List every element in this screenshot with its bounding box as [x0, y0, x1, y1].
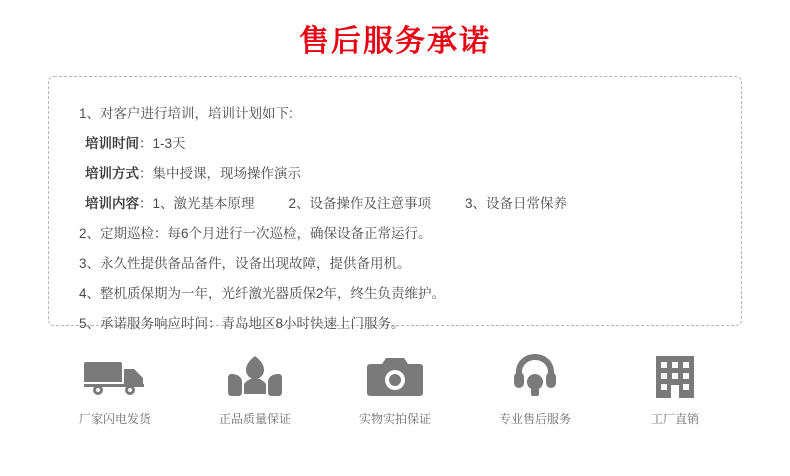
feature-item-service	[487, 350, 583, 427]
training-content-part-2: 2、设备操作及注意事项	[288, 196, 432, 211]
feature-label-real-photo: 实物实拍保证	[358, 412, 431, 426]
feature-icons-row	[0, 350, 790, 427]
factory-icon	[627, 350, 723, 398]
training-content-part-3: 3、设备日常保养	[465, 196, 568, 211]
training-time-value: 1-3天	[152, 136, 186, 151]
headset-icon	[487, 350, 583, 398]
colon-3: ：	[139, 196, 153, 211]
promise-line-1	[79, 99, 711, 129]
promise-training-time	[79, 129, 711, 159]
feature-item-shipping	[67, 350, 163, 427]
feature-label-service: 专业售后服务	[498, 412, 571, 426]
feature-label-quality: 正品质量保证	[218, 412, 291, 426]
feature-label-shipping: 厂家闪电发货	[78, 412, 151, 426]
promise-training-method	[79, 159, 711, 189]
training-content-label: 培训内容	[85, 196, 139, 211]
training-method-value: 集中授课，现场操作演示	[152, 166, 301, 181]
service-promise-box	[48, 76, 742, 331]
promise-line-1-text: 1、对客户进行培训，培训计划如下:	[79, 106, 293, 121]
promise-training-content	[79, 189, 711, 219]
promise-line-3-text: 3、永久性提供备品备件，设备出现故障，提供备用机。	[79, 256, 411, 271]
training-method-label: 培训方式	[85, 166, 139, 181]
promise-line-5-text: 5、承诺服务响应时间：青岛地区8小时快速上门服务。	[79, 316, 405, 331]
training-time-label: 培训时间	[85, 136, 139, 151]
promise-line-3	[79, 249, 711, 279]
promise-line-4	[79, 279, 711, 309]
colon-2: ：	[139, 166, 153, 181]
promise-line-2-text: 2、定期巡检：每6个月进行一次巡检，确保设备正常运行。	[79, 226, 432, 241]
feature-item-real-photo	[347, 350, 443, 427]
camera-icon	[347, 350, 443, 398]
truck-icon	[67, 350, 163, 398]
hands-shield-icon	[207, 350, 303, 398]
feature-item-factory	[627, 350, 723, 427]
feature-label-factory: 工厂直销	[650, 412, 699, 426]
promise-line-2	[79, 219, 711, 249]
training-content-part-1: 1、激光基本原理	[152, 196, 255, 211]
colon-1: ：	[139, 136, 153, 151]
promise-line-5	[79, 309, 711, 339]
promise-line-4-text: 4、整机质保期为一年，光纤激光器质保2年，终生负责维护。	[79, 286, 446, 301]
page-title: 售后服务承诺	[299, 25, 491, 58]
feature-item-quality	[207, 350, 303, 427]
